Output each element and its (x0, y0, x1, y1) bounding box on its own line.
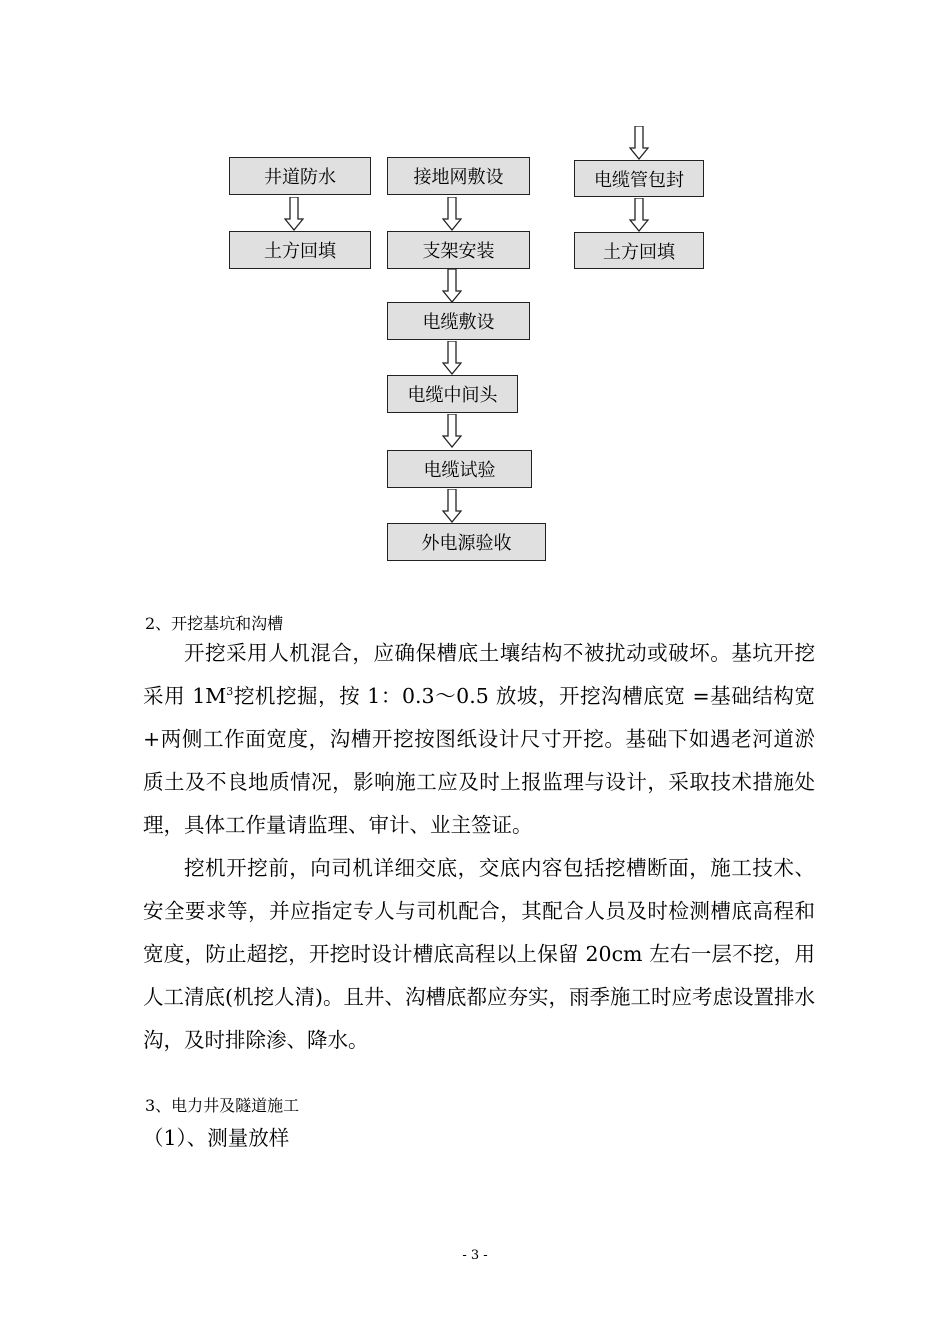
flow-step-cable-test: 电缆试验 (387, 450, 532, 488)
flow-step-bracket-install: 支架安装 (387, 231, 530, 269)
flow-step-conduit-encasement: 电缆管包封 (574, 160, 704, 197)
section-heading: 2、开挖基坑和沟槽 (145, 614, 284, 633)
flow-step-grounding-grid: 接地网敷设 (387, 157, 530, 195)
down-arrow-icon (629, 126, 649, 160)
down-arrow-icon (442, 197, 462, 231)
paragraph: 开挖采用人机混合，应确保槽底土壤结构不被扰动或破坏。基坑开挖采用 $1M^3$挖机挖掘，按 1：0.3～0.5 放坡，开挖沟槽底宽 =基础结构宽+两侧工作面宽度，沟槽开挖按图纸设计尺寸开挖。基础下如遇老河道淤质土及不良地质情况，影响施工应及时上报监理与设计，采取技术措施处理，具体工作量请监理、审计、业主签证。 (143, 641, 815, 837)
flow-step-cable-laying: 电缆敷设 (387, 302, 530, 340)
body-text (143, 632, 815, 1062)
flow-step-backfill-1: 土方回填 (229, 231, 371, 269)
down-arrow-icon (284, 197, 304, 231)
subsection-heading: （1）、测量放样 (143, 1126, 290, 1150)
flow-step-cable-joint: 电缆中间头 (387, 375, 518, 413)
down-arrow-icon (442, 489, 462, 523)
down-arrow-icon (442, 269, 462, 303)
paragraph: 挖机开挖前，向司机详细交底，交底内容包括挖槽断面，施工技术、安全要求等，并应指定专人与司机配合，其配合人员及时检测槽底高程和宽度，防止超挖，开挖时设计槽底高程以上保留 20cm 左右一层不挖，用人工清底(机挖人清)。且井、沟槽底都应夯实，雨季施工时应考虑设置排水沟，及时排除渗、降水。 (143, 856, 815, 1052)
flow-step-external-power-acceptance: 外电源验收 (387, 523, 546, 561)
page-number: - 3 - (462, 1248, 488, 1263)
down-arrow-icon (442, 414, 462, 448)
flow-step-backfill-2: 土方回填 (574, 232, 704, 269)
down-arrow-icon (629, 198, 649, 232)
section-heading: 3、电力井及隧道施工 (145, 1096, 300, 1115)
flow-step-well-waterproofing: 井道防水 (229, 157, 371, 195)
down-arrow-icon (442, 341, 462, 375)
